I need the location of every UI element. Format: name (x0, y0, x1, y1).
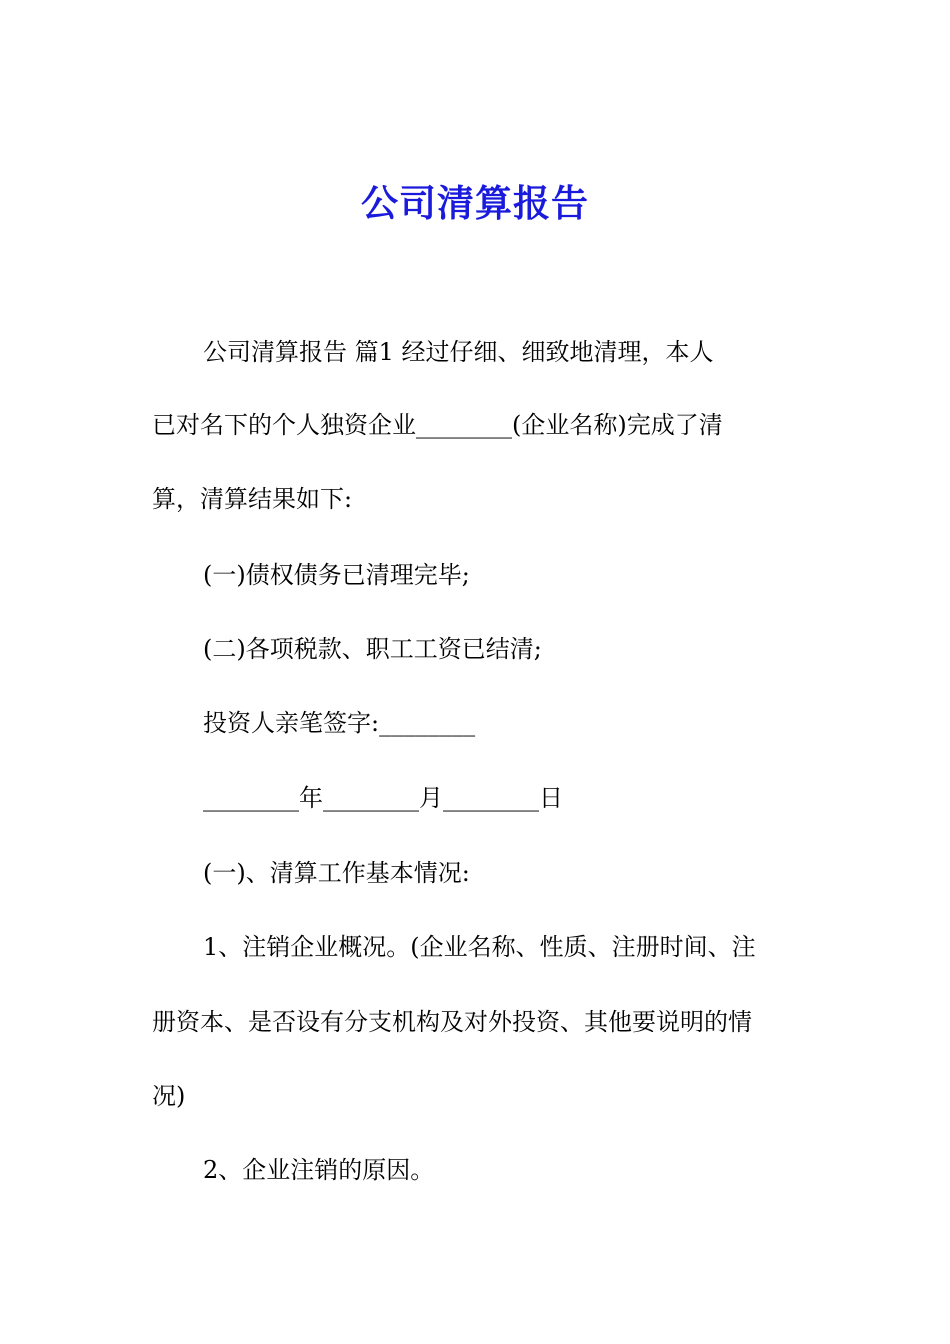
paragraph-line-9: 1、注销企业概况。(企业名称、性质、注册时间、注 (203, 933, 756, 961)
paragraph-line-2: 已对名下的个人独资企业________(企业名称)完成了清 (152, 411, 723, 439)
signature-line: 投资人亲笔签字:________ (203, 709, 476, 737)
paragraph-line-3: 算，清算结果如下: (152, 485, 353, 513)
paragraph-line-5: (二)各项税款、职工工资已结清; (203, 635, 542, 663)
document-title: 公司清算报告 (361, 181, 589, 225)
section-heading: (一)、清算工作基本情况: (203, 859, 470, 887)
paragraph-line-10: 册资本、是否设有分支机构及对外投资、其他要说明的情 (152, 1008, 752, 1036)
date-line: ________年________月________日 (203, 784, 563, 812)
paragraph-line-11: 况) (152, 1082, 186, 1110)
paragraph-line-4: (一)债权债务已清理完毕; (203, 561, 470, 589)
paragraph-line-12: 2、企业注销的原因。 (203, 1156, 435, 1184)
paragraph-line-1: 公司清算报告 篇1 经过仔细、细致地清理，本人 (203, 338, 714, 366)
